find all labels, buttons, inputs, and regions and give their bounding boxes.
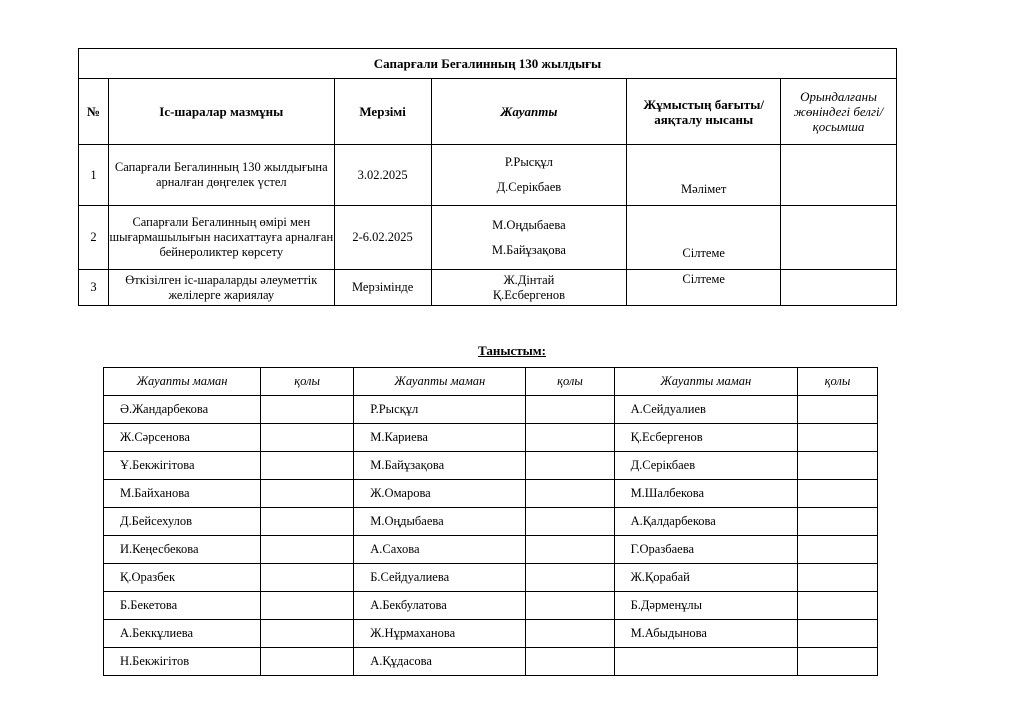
specialist-name: Ұ.Бекжігітова: [104, 452, 261, 480]
acquaintance-table: [103, 367, 878, 676]
signature-cell: [797, 620, 877, 648]
specialist-name: А.Беккұлиева: [104, 620, 261, 648]
table-row: [104, 396, 878, 424]
table-row: [104, 648, 878, 676]
responsible-name: Ж.Дінтай: [503, 272, 555, 287]
row-deadline: Мерзімінде: [334, 270, 431, 306]
header-num: №: [79, 79, 109, 145]
table-row: [104, 424, 878, 452]
plan-row: [79, 270, 897, 306]
table-row: [104, 508, 878, 536]
signature-cell: [797, 592, 877, 620]
plan-row: [79, 206, 897, 270]
signature-cell: [797, 424, 877, 452]
specialist-name: А.Құдасова: [354, 648, 526, 676]
row-responsible: [431, 270, 627, 306]
header-responsible: Жауапты: [431, 79, 627, 145]
signature-cell: [797, 508, 877, 536]
header-signature: қолы: [526, 368, 614, 396]
signature-cell: [261, 620, 354, 648]
specialist-name: Ж.Қорабай: [614, 564, 797, 592]
specialist-name: М.Оңдыбаева: [354, 508, 526, 536]
specialist-name: М.Абыдынова: [614, 620, 797, 648]
header-content: Іс-шаралар мазмұны: [108, 79, 334, 145]
row-deadline: 2-6.02.2025: [334, 206, 431, 270]
signature-cell: [526, 508, 614, 536]
plan-title: Сапарғали Бегалинның 130 жылдығы: [79, 49, 897, 79]
signature-cell: [526, 480, 614, 508]
signature-cell: [261, 424, 354, 452]
specialist-name: И.Кеңесбекова: [104, 536, 261, 564]
responsible-name: М.Оңдыбаева: [492, 217, 566, 232]
row-num: 1: [79, 145, 109, 206]
row-responsible: [431, 145, 627, 206]
responsible-name: М.Байұзақова: [491, 242, 566, 257]
responsible-name: Қ.Есбергенов: [492, 287, 565, 302]
signature-cell: [526, 620, 614, 648]
signature-cell: [261, 452, 354, 480]
responsible-name: Р.Рысқұл: [504, 155, 553, 169]
table-row: [104, 620, 878, 648]
signature-cell: [261, 396, 354, 424]
specialist-name: Д.Серікбаев: [614, 452, 797, 480]
specialist-name: Г.Оразбаева: [614, 536, 797, 564]
signature-cell: [526, 452, 614, 480]
table-row: [104, 564, 878, 592]
signature-cell: [797, 536, 877, 564]
header-responsible-specialist: Жауапты маман: [104, 368, 261, 396]
table-row: [104, 592, 878, 620]
specialist-name: А.Бекбулатова: [354, 592, 526, 620]
plan-header-row: [79, 79, 897, 145]
row-responsible: [431, 206, 627, 270]
acquaintance-header-row: [104, 368, 878, 396]
signature-cell: [526, 648, 614, 676]
responsible-name: Д.Серікбаев: [496, 180, 562, 194]
row-num: 2: [79, 206, 109, 270]
specialist-name: Қ.Оразбек: [104, 564, 261, 592]
row-direction: Сілтеме: [627, 206, 781, 270]
specialist-name: Ж.Сәрсенова: [104, 424, 261, 452]
row-direction: Мәлімет: [627, 145, 781, 206]
signature-cell: [261, 536, 354, 564]
header-responsible-specialist: Жауапты маман: [354, 368, 526, 396]
row-content: Сапарғали Бегалинның 130 жылдығына арналған дөңгелек үстел: [108, 145, 334, 206]
header-responsible-specialist: Жауапты маман: [614, 368, 797, 396]
signature-cell: [526, 424, 614, 452]
specialist-name: М.Шалбекова: [614, 480, 797, 508]
plan-row: [79, 145, 897, 206]
signature-cell: [526, 564, 614, 592]
specialist-name: Д.Бейсехулов: [104, 508, 261, 536]
row-num: 3: [79, 270, 109, 306]
specialist-name: Н.Бекжігітов: [104, 648, 261, 676]
specialist-name: Ә.Жандарбекова: [104, 396, 261, 424]
specialist-name: Қ.Есбергенов: [614, 424, 797, 452]
header-signature: қолы: [261, 368, 354, 396]
specialist-name: Б.Дәрменұлы: [614, 592, 797, 620]
specialist-name: А.Сейдуалиев: [614, 396, 797, 424]
row-content: Сапарғали Бегалинның өмірі мен шығармашылығын насихаттауға арналған бейнероликтер көрсету: [108, 206, 334, 270]
signature-cell: [797, 564, 877, 592]
specialist-name: Б.Сейдуалиева: [354, 564, 526, 592]
signature-cell: [797, 452, 877, 480]
signature-cell: [261, 508, 354, 536]
row-note: [781, 145, 897, 206]
signature-cell: [526, 396, 614, 424]
signature-cell: [261, 564, 354, 592]
signature-cell: [797, 396, 877, 424]
specialist-name: А.Қалдарбекова: [614, 508, 797, 536]
row-direction: Сілтеме: [627, 270, 781, 306]
header-note: Орындалғаны жөніндегі белгі/қосымша: [781, 79, 897, 145]
signature-cell: [261, 480, 354, 508]
signature-cell: [261, 592, 354, 620]
specialist-name: А.Сахова: [354, 536, 526, 564]
header-direction: Жұмыстың бағыты/аяқталу нысаны: [627, 79, 781, 145]
signature-cell: [526, 536, 614, 564]
row-note: [781, 270, 897, 306]
row-content: Өткізілген іс-шараларды әлеуметтік желілерге жариялау: [108, 270, 334, 306]
specialist-name: Ж.Нұрмаханова: [354, 620, 526, 648]
row-deadline: 3.02.2025: [334, 145, 431, 206]
specialist-name: М.Байұзақова: [354, 452, 526, 480]
table-row: [104, 452, 878, 480]
specialist-name: Б.Бекетова: [104, 592, 261, 620]
plan-table: [78, 48, 897, 306]
signature-cell: [526, 592, 614, 620]
table-row: [104, 536, 878, 564]
table-row: [104, 480, 878, 508]
header-deadline: Мерзімі: [334, 79, 431, 145]
header-signature: қолы: [797, 368, 877, 396]
signature-cell: [797, 480, 877, 508]
specialist-name: [614, 648, 797, 676]
signature-cell: [261, 648, 354, 676]
specialist-name: М.Байханова: [104, 480, 261, 508]
signature-cell: [797, 648, 877, 676]
specialist-name: Р.Рысқұл: [354, 396, 526, 424]
specialist-name: М.Кариева: [354, 424, 526, 452]
acquaintance-title: Таныстым:: [478, 343, 546, 358]
row-note: [781, 206, 897, 270]
specialist-name: Ж.Омарова: [354, 480, 526, 508]
